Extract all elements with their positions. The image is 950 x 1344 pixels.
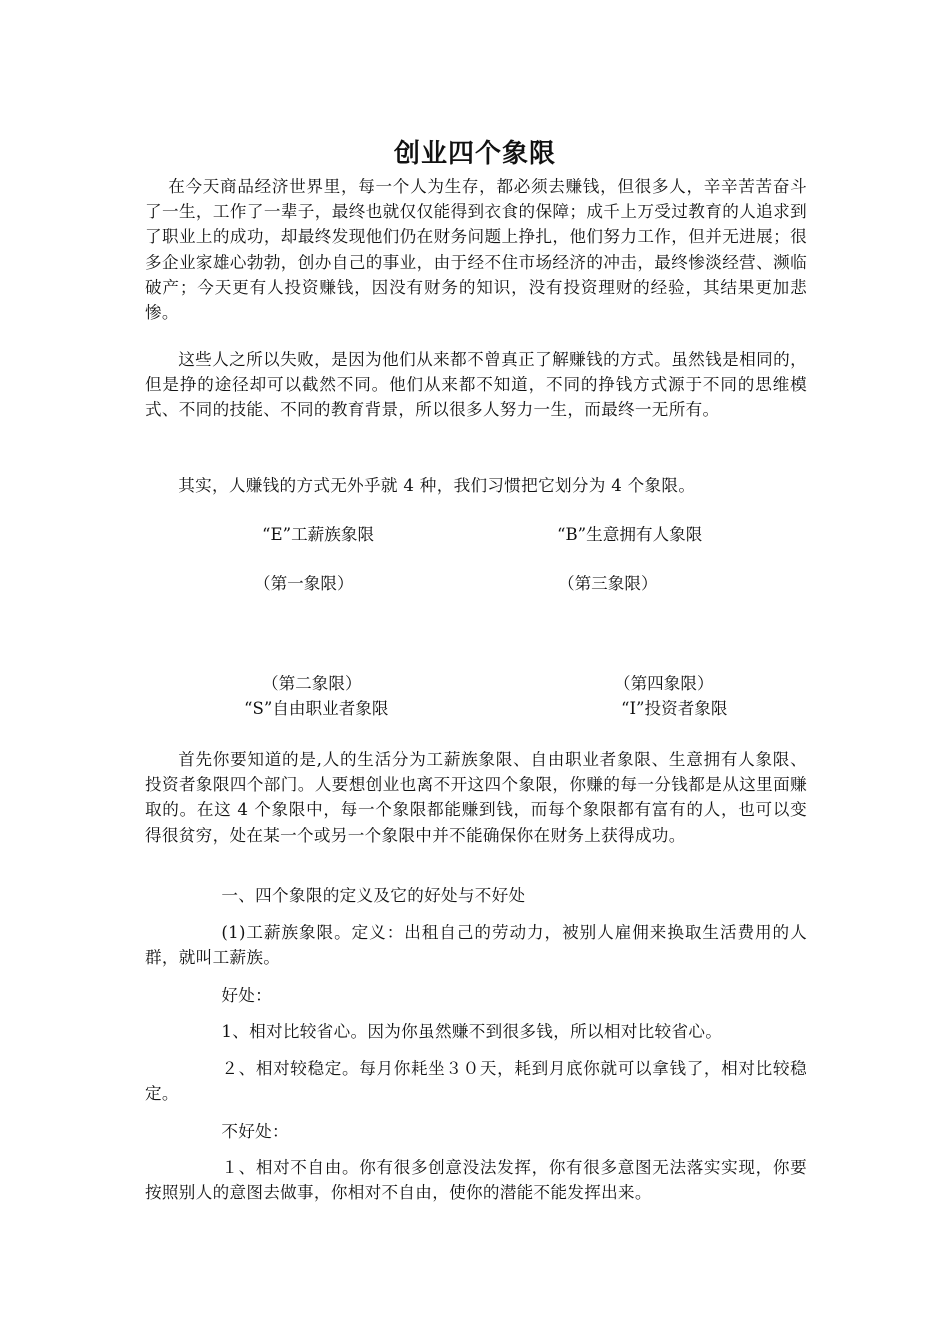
quadrant-e-sub: （第一象限） xyxy=(254,574,354,593)
pros-label: 好处： xyxy=(221,986,273,1005)
quadrant-b-label: “B”生意拥有人象限 xyxy=(557,525,703,544)
section-heading: 一、四个象限的定义及它的好处与不好处 xyxy=(221,886,526,905)
pro-item-1: 1、相对比较省心。因为你虽然赚不到很多钱，所以相对比较省心。 xyxy=(221,1022,723,1041)
quadrant-i-label: “I”投资者象限 xyxy=(621,699,728,718)
failure-paragraph: 这些人之所以失败，是因为他们从来都不曾真正了解赚钱的方式。虽然钱是相同的，但是挣的途径却可以截然不同。他们从来都不知道，不同的挣钱方式源于不同的思维模式、不同的技能、不同的教育背景，所以很多人努力一生，而最终一无所有。 xyxy=(145,350,807,420)
intro-paragraph: 在今天商品经济世界里，每一个人为生存，都必须去赚钱，但很多人，辛辛苦苦奋斗了一生，工作了一辈子，最终也就仅仅能得到衣食的保障；成千上万受过教育的人追求到了职业上的成功，却最终发现他们仍在财务问题上挣扎，他们努力工作，但并无进展；很多企业家雄心勃勃，创办自己的事业，由于经不住市场经济的冲击，最终惨淡经营、濒临破产；今天更有人投资赚钱，因没有财务的知识，没有投资理财的经验，其结果更加悲惨。 xyxy=(145,177,807,323)
definition-paragraph: (1)工薪族象限。定义：出租自己的劳动力，被别人雇佣来换取生活费用的人群，就叫工薪族。 xyxy=(145,923,807,968)
quadrant-i-sub: （第四象限） xyxy=(614,674,714,693)
page-title: 创业四个象限 xyxy=(393,139,556,169)
quadrant-b-sub: （第三象限） xyxy=(558,574,658,593)
pro-item-2: ２、相对较稳定。每月你耗坐３０天，耗到月底你就可以拿钱了，相对比较稳定。 xyxy=(145,1059,807,1104)
con-item-1: １、相对不自由。你有很多创意没法发挥，你有很多意图无法落实实现，你要按照别人的意图去做事，你相对不自由，使你的潜能不能发挥出来。 xyxy=(145,1158,807,1203)
cons-label: 不好处： xyxy=(221,1122,289,1141)
quadrant-s-sub: （第二象限） xyxy=(262,674,362,693)
overview-paragraph: 首先你要知道的是,人的生活分为工薪族象限、自由职业者象限、生意拥有人象限、投资者象限四个部门。人要想创业也离不开这四个象限，你赚的每一分钱都是从这里面赚取的。在这 4 个象限中，每一个象限都能赚到钱，而每个象限都有富有的人，也可以变得很贫穷，处在某一个或另一个象限中并不能确保你在财务上获得成功。 xyxy=(145,750,807,845)
quadrant-e-label: “E”工薪族象限 xyxy=(262,525,375,544)
four-ways-paragraph: 其实，人赚钱的方式无外乎就 4 种，我们习惯把它划分为 4 个象限。 xyxy=(178,476,696,495)
quadrant-s-label: “S”自由职业者象限 xyxy=(244,699,389,718)
